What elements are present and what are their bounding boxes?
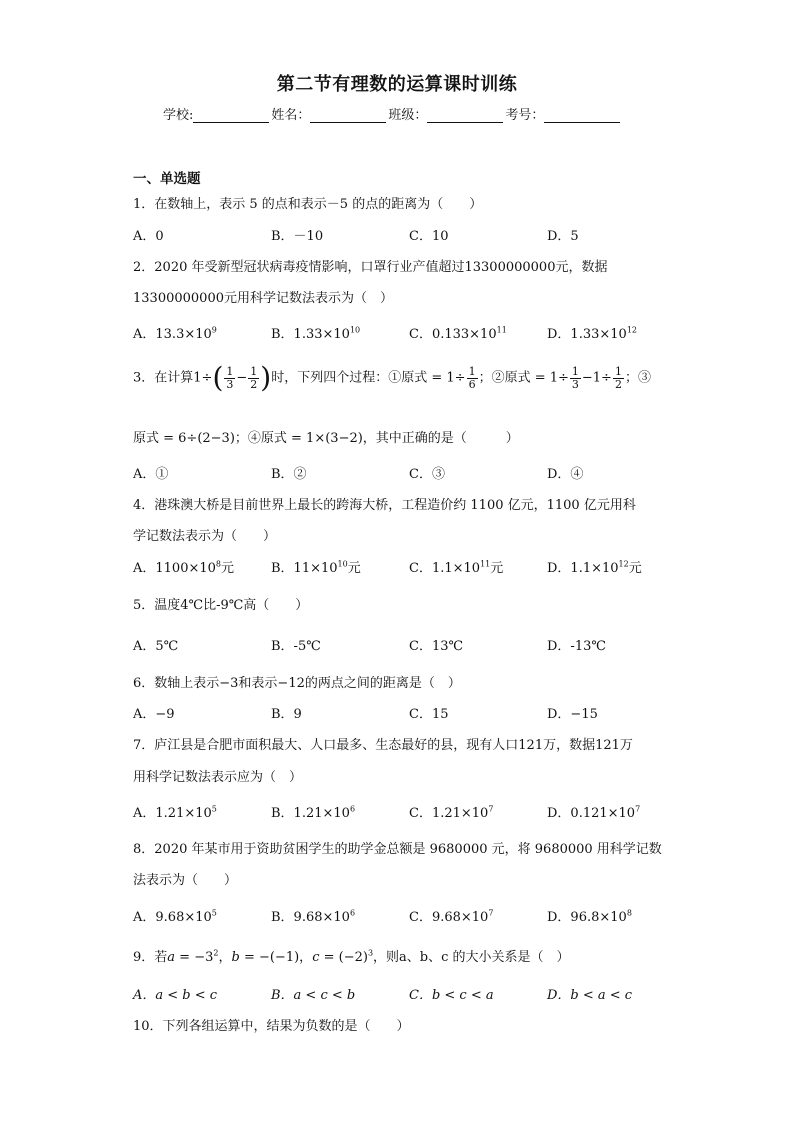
q8-option-a-text: A．9.68×10 bbox=[133, 910, 212, 925]
q4-option-a-text: A．1100×10 bbox=[133, 561, 216, 576]
q2-option-d-text: D．1.33×10 bbox=[547, 327, 627, 342]
q2-option-c[interactable] bbox=[409, 323, 507, 342]
q1-stem: 1．在数轴上，表示 5 的点和表示－5 的点的距离为（ ） bbox=[133, 197, 483, 212]
q3-f1-num: 1 bbox=[226, 364, 234, 378]
q5-option-d[interactable]: D．-13℃ bbox=[547, 639, 606, 654]
school-blank[interactable] bbox=[193, 108, 269, 123]
q9-exp-c: 3 bbox=[367, 948, 374, 958]
q6-option-a[interactable]: A．−9 bbox=[133, 707, 175, 722]
q7-option-d-text: D．0.121×10 bbox=[547, 806, 636, 821]
q6-option-b[interactable]: B．9 bbox=[271, 707, 302, 722]
q7-stem-line2: 用科学记数法表示应为（ ） bbox=[133, 770, 303, 785]
q2-option-a-text: A．13.3×10 bbox=[133, 327, 212, 342]
q3-f3-den: 6 bbox=[468, 377, 476, 391]
q2-stem-line1: 2．2020 年受新型冠状病毒疫情影响，口罩行业产值超过13300000000元，数据 bbox=[133, 260, 608, 275]
q9-var-c: c bbox=[312, 950, 320, 965]
q4-option-b[interactable] bbox=[271, 557, 361, 576]
q2-stem-line2: 13300000000元用科学记数法表示为（ ） bbox=[133, 291, 393, 306]
q3-option-d[interactable]: D．④ bbox=[547, 467, 584, 482]
q4-option-c-exp: 11 bbox=[480, 559, 491, 569]
q9-expr-a: = −3 bbox=[175, 950, 214, 965]
q4-option-b-unit: 元 bbox=[347, 561, 361, 576]
name-label: 姓名： bbox=[271, 108, 311, 123]
q4-stem-line1: 4．港珠澳大桥是目前世界上最长的跨海大桥，工程造价约 1100 亿元，1100 亿元用科 bbox=[133, 498, 636, 513]
q5-option-a[interactable]: A．5℃ bbox=[133, 639, 179, 654]
q7-option-b-exp: 6 bbox=[349, 804, 356, 814]
student-info-row bbox=[163, 104, 622, 123]
q4-option-d[interactable] bbox=[547, 557, 642, 576]
q3-option-c[interactable]: C．③ bbox=[409, 467, 445, 482]
q8-option-d-exp: 8 bbox=[626, 908, 632, 918]
q3-f5-num: 1 bbox=[614, 364, 622, 378]
q8-option-b-exp: 6 bbox=[349, 908, 356, 918]
q3-f2-den: 2 bbox=[250, 377, 258, 391]
q8-option-a-exp: 5 bbox=[211, 908, 217, 918]
q3-option-b[interactable]: B．② bbox=[271, 467, 307, 482]
q7-option-c-exp: 7 bbox=[488, 804, 494, 814]
q2-option-a-exp: 9 bbox=[211, 325, 217, 335]
q3-fraction-3 bbox=[467, 366, 478, 391]
q4-option-a-unit: 元 bbox=[221, 561, 235, 576]
q7-option-a-exp: 5 bbox=[211, 804, 217, 814]
q9-exp-a: 2 bbox=[213, 948, 219, 958]
q9-option-a[interactable]: A．a < b < c bbox=[133, 988, 218, 1003]
q3-option-a[interactable]: A．① bbox=[133, 467, 169, 482]
q7-option-a-text: A．1.21×10 bbox=[133, 806, 212, 821]
q3-f4-num: 1 bbox=[571, 364, 579, 378]
q3-calc-lead: 1÷ bbox=[193, 370, 213, 386]
q3-f5-den: 2 bbox=[614, 377, 622, 391]
q4-option-c[interactable] bbox=[409, 557, 503, 576]
q3-fraction-5 bbox=[613, 366, 624, 391]
class-blank[interactable] bbox=[427, 108, 503, 123]
q4-option-b-text: B．11×10 bbox=[271, 561, 338, 576]
q8-stem-line1: 8．2020 年某市用于资助贫困学生的助学金总额是 9680000 元，将 9680000 用科学记数 bbox=[133, 842, 662, 857]
q9-sep2: ， bbox=[299, 950, 313, 965]
q3-stem-line2: 原式 = 6÷(2−3)；④原式 = 1×(3−2)，其中正确的是（ ） bbox=[133, 431, 519, 446]
class-label: 班级： bbox=[388, 108, 428, 123]
q7-option-c[interactable] bbox=[409, 802, 493, 821]
q4-stem-line2: 学记数法表示为（ ） bbox=[133, 529, 277, 544]
q5-option-b[interactable]: B．-5℃ bbox=[271, 639, 321, 654]
q4-option-d-exp: 12 bbox=[618, 559, 629, 569]
q1-option-a[interactable]: A．0 bbox=[133, 229, 164, 244]
q4-option-c-text: C．1.1×10 bbox=[409, 561, 481, 576]
paren-open: ( bbox=[212, 361, 224, 394]
q9-tail: ，则a、b、c 的大小关系是（ ） bbox=[373, 950, 570, 965]
q4-option-a[interactable] bbox=[133, 557, 234, 576]
q3-fraction-4 bbox=[570, 366, 581, 391]
q6-stem: 6．数轴上表示−3和表示−12的两点之间的距离是（ ） bbox=[133, 676, 461, 691]
q2-option-c-text: C．0.133×10 bbox=[409, 327, 497, 342]
q9-sep1: ， bbox=[218, 950, 232, 965]
q8-stem-line2: 法表示为（ ） bbox=[133, 873, 238, 888]
q1-option-b[interactable]: B．－10 bbox=[271, 229, 324, 244]
q3-f4-den: 3 bbox=[571, 377, 579, 391]
q9-var-a: a bbox=[167, 950, 176, 965]
number-blank[interactable] bbox=[544, 108, 620, 123]
q4-option-c-unit: 元 bbox=[490, 561, 504, 576]
q4-option-d-unit: 元 bbox=[628, 561, 642, 576]
q9-option-c[interactable]: C．b < c < a bbox=[409, 988, 494, 1003]
q9-pre: 9．若 bbox=[133, 950, 168, 965]
name-blank[interactable] bbox=[310, 108, 386, 123]
q7-stem-line1: 7．庐江县是合肥市面积最大、人口最多、生态最好的县，现有人口121万，数据121万 bbox=[133, 738, 633, 753]
q8-option-b[interactable] bbox=[271, 906, 355, 925]
q2-option-d-exp: 12 bbox=[626, 325, 637, 335]
q4-option-d-text: D．1.1×10 bbox=[547, 561, 619, 576]
q3-mid: 时，下列四个过程：①原式 = 1÷ bbox=[271, 370, 466, 386]
q10-stem: 10．下列各组运算中，结果为负数的是（ ） bbox=[133, 1019, 410, 1034]
q2-option-d[interactable] bbox=[547, 323, 637, 342]
q8-option-c-text: C．9.68×10 bbox=[409, 910, 489, 925]
q1-option-d[interactable]: D．5 bbox=[547, 229, 579, 244]
q9-stem bbox=[133, 946, 570, 965]
q3-pre: 3．在计算 bbox=[133, 370, 194, 386]
q3-fraction-1 bbox=[224, 366, 235, 391]
q4-option-b-exp: 10 bbox=[337, 559, 348, 569]
q9-var-b: b bbox=[231, 950, 240, 965]
q8-option-d-text: D．96.8×10 bbox=[547, 910, 627, 925]
q7-option-d-exp: 7 bbox=[635, 804, 641, 814]
q7-option-b-text: B．1.21×10 bbox=[271, 806, 350, 821]
school-label: 学校: bbox=[163, 108, 194, 123]
q8-option-c-exp: 7 bbox=[488, 908, 494, 918]
q3-tail: ；③ bbox=[624, 370, 651, 386]
q7-option-d[interactable] bbox=[547, 802, 640, 821]
q1-option-c[interactable]: C．10 bbox=[409, 229, 449, 244]
q5-stem: 5．温度4℃比-9℃高（ ） bbox=[133, 598, 309, 613]
q2-option-a[interactable] bbox=[133, 323, 217, 342]
q3-stem-line1 bbox=[133, 361, 651, 394]
q2-option-b-text: B．1.33×10 bbox=[271, 327, 350, 342]
q9-option-d[interactable]: D．b < a < c bbox=[547, 988, 633, 1003]
q3-mid3: −1÷ bbox=[581, 370, 612, 386]
q2-option-b-exp: 10 bbox=[349, 325, 361, 335]
q9-option-b[interactable]: B．a < c < b bbox=[271, 988, 356, 1003]
q5-option-c[interactable]: C．13℃ bbox=[409, 639, 464, 654]
q3-f1-den: 3 bbox=[226, 377, 234, 391]
q7-option-a[interactable] bbox=[133, 802, 217, 821]
q4-option-a-exp: 8 bbox=[215, 559, 222, 569]
q9-expr-b: = −(−1) bbox=[239, 950, 300, 965]
q8-option-a[interactable] bbox=[133, 906, 217, 925]
q6-option-c[interactable]: C．15 bbox=[409, 707, 449, 722]
q2-option-c-exp: 11 bbox=[496, 325, 507, 335]
paren-close: ) bbox=[260, 361, 272, 394]
q8-option-d[interactable] bbox=[547, 906, 632, 925]
q3-f2-num: 1 bbox=[250, 364, 258, 378]
q6-option-d[interactable]: D．−15 bbox=[547, 707, 598, 722]
number-label: 考号： bbox=[505, 108, 545, 123]
page-title: 第二节有理数的运算课时训练 bbox=[276, 74, 518, 95]
q3-fraction-2 bbox=[248, 366, 259, 391]
q2-option-b[interactable] bbox=[271, 323, 360, 342]
q8-option-b-text: B．9.68×10 bbox=[271, 910, 350, 925]
q3-minus: − bbox=[236, 370, 248, 386]
q7-option-c-text: C．1.21×10 bbox=[409, 806, 489, 821]
q7-option-b[interactable] bbox=[271, 802, 355, 821]
section-heading: 一、单选题 bbox=[133, 171, 201, 187]
q3-mid2: ；②原式 = 1÷ bbox=[478, 370, 569, 386]
q3-f3-num: 1 bbox=[468, 364, 476, 378]
q9-expr-c: = (−2) bbox=[319, 950, 368, 965]
q8-option-c[interactable] bbox=[409, 906, 493, 925]
